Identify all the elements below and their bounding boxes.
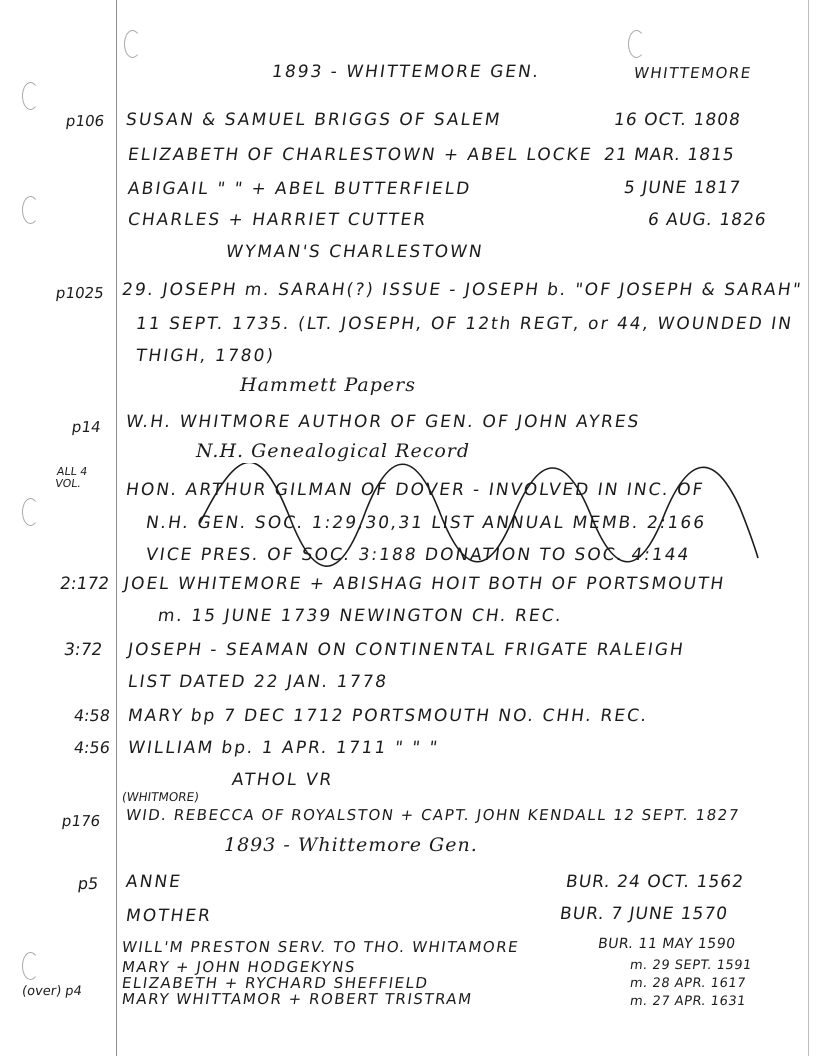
entry-date: BUR. 7 JUNE 1570: [558, 904, 730, 924]
page-ref: p106: [64, 112, 106, 130]
entry-line: VICE PRES. OF SOC. 3:188 DONATION TO SOC. 4:144: [144, 545, 692, 565]
entry-line: CHARLES + HARRIET CUTTER: [126, 210, 429, 230]
entry-line: ELIZABETH + RYCHARD SHEFFIELD: [120, 974, 430, 992]
page-ref: p5: [76, 874, 100, 893]
entry-line: SUSAN & SAMUEL BRIGGS OF SALEM: [124, 110, 503, 130]
entry-line: m. 15 JUNE 1739 NEWINGTON CH. REC.: [156, 606, 565, 626]
page-ref: p1025: [54, 284, 105, 302]
surname-label: WHITTEMORE: [632, 64, 753, 82]
source-heading: WYMAN'S CHARLESTOWN: [224, 242, 485, 262]
source-heading: Hammett Papers: [240, 374, 416, 396]
page-ref: p14: [70, 418, 102, 436]
margin-rule: [116, 0, 117, 1056]
entry-line: JOEL WHITEMORE + ABISHAG HOIT BOTH OF PORTSMOUTH: [122, 574, 727, 594]
binder-hole-edge-1: [22, 82, 39, 110]
binder-hole-top-right: [628, 30, 645, 58]
source-heading: ATHOL VR: [230, 770, 335, 790]
entry-line: WID. REBECCA OF ROYALSTON + CAPT. JOHN KENDALL 12 SEPT. 1827: [124, 806, 742, 824]
source-heading: N.H. Genealogical Record: [196, 440, 471, 462]
strike-through-scribble: [200, 463, 760, 573]
entry-line: W.H. WHITMORE AUTHOR OF GEN. OF JOHN AYRES: [124, 412, 642, 432]
page-ref: (over) p4: [20, 984, 83, 999]
entry-line: ANNE: [124, 872, 184, 892]
page-ref: 2:172: [58, 574, 111, 594]
page-ref: 4:56: [72, 738, 112, 757]
entry-line: ABIGAIL " " + ABEL BUTTERFIELD: [126, 179, 473, 199]
page-ref: 3:72: [62, 640, 104, 660]
entry-date: BUR. 24 OCT. 1562: [564, 872, 746, 892]
page-ref: ALL 4 VOL.: [54, 465, 89, 490]
entry-line: MOTHER: [124, 906, 214, 926]
page-ref: 4:58: [72, 706, 112, 725]
entry-line: MARY WHITTAMOR + ROBERT TRISTRAM: [120, 990, 474, 1008]
entry-line: ELIZABETH OF CHARLESTOWN + ABEL LOCKE: [126, 145, 594, 165]
entry-date: BUR. 11 MAY 1590: [596, 936, 737, 952]
entry-line: JOSEPH - SEAMAN ON CONTINENTAL FRIGATE RALEIGH: [126, 640, 687, 660]
binder-hole-edge-3: [22, 498, 39, 526]
binder-hole-edge-4: [22, 952, 39, 980]
entry-line: THIGH, 1780): [134, 346, 277, 366]
page-ref: p176: [60, 812, 102, 830]
entry-date: 21 MAR. 1815: [602, 145, 737, 165]
page-title: 1893 - WHITTEMORE GEN.: [270, 62, 542, 82]
entry-date: m. 29 SEPT. 1591: [628, 958, 753, 973]
entry-line: N.H. GEN. SOC. 1:29,30,31 LIST ANNUAL MEMB. 2:166: [144, 513, 708, 533]
entry-line: WILL'M PRESTON SERV. TO THO. WHITAMORE: [120, 938, 521, 956]
binder-hole-edge-2: [22, 196, 39, 224]
entry-date: 6 AUG. 1826: [646, 210, 768, 230]
entry-line: MARY bp 7 DEC 1712 PORTSMOUTH NO. CHH. REC.: [126, 706, 650, 726]
entry-line: 11 SEPT. 1735. (LT. JOSEPH, OF 12th REGT, or 44, WOUNDED IN: [134, 314, 795, 334]
source-heading: 1893 - Whittemore Gen.: [224, 834, 478, 856]
entry-line: WILLIAM bp. 1 APR. 1711 " " ": [126, 738, 441, 758]
name-annotation: (WHITMORE): [121, 790, 200, 804]
entry-date: m. 28 APR. 1617: [628, 976, 747, 991]
page-edge-rule: [808, 0, 809, 1056]
entry-line: MARY + JOHN HODGEKYNS: [120, 958, 358, 976]
entry-date: 16 OCT. 1808: [612, 110, 743, 130]
entry-date: 5 JUNE 1817: [622, 178, 743, 198]
entry-date: m. 27 APR. 1631: [628, 994, 747, 1009]
entry-line: HON. ARTHUR GILMAN OF DOVER - INVOLVED IN INC. OF: [124, 480, 706, 500]
entry-line: 29. JOSEPH m. SARAH(?) ISSUE - JOSEPH b. "OF JOSEPH & SARAH": [120, 280, 804, 300]
entry-line: LIST DATED 22 JAN. 1778: [126, 672, 390, 692]
binder-hole-top-left: [124, 30, 141, 58]
